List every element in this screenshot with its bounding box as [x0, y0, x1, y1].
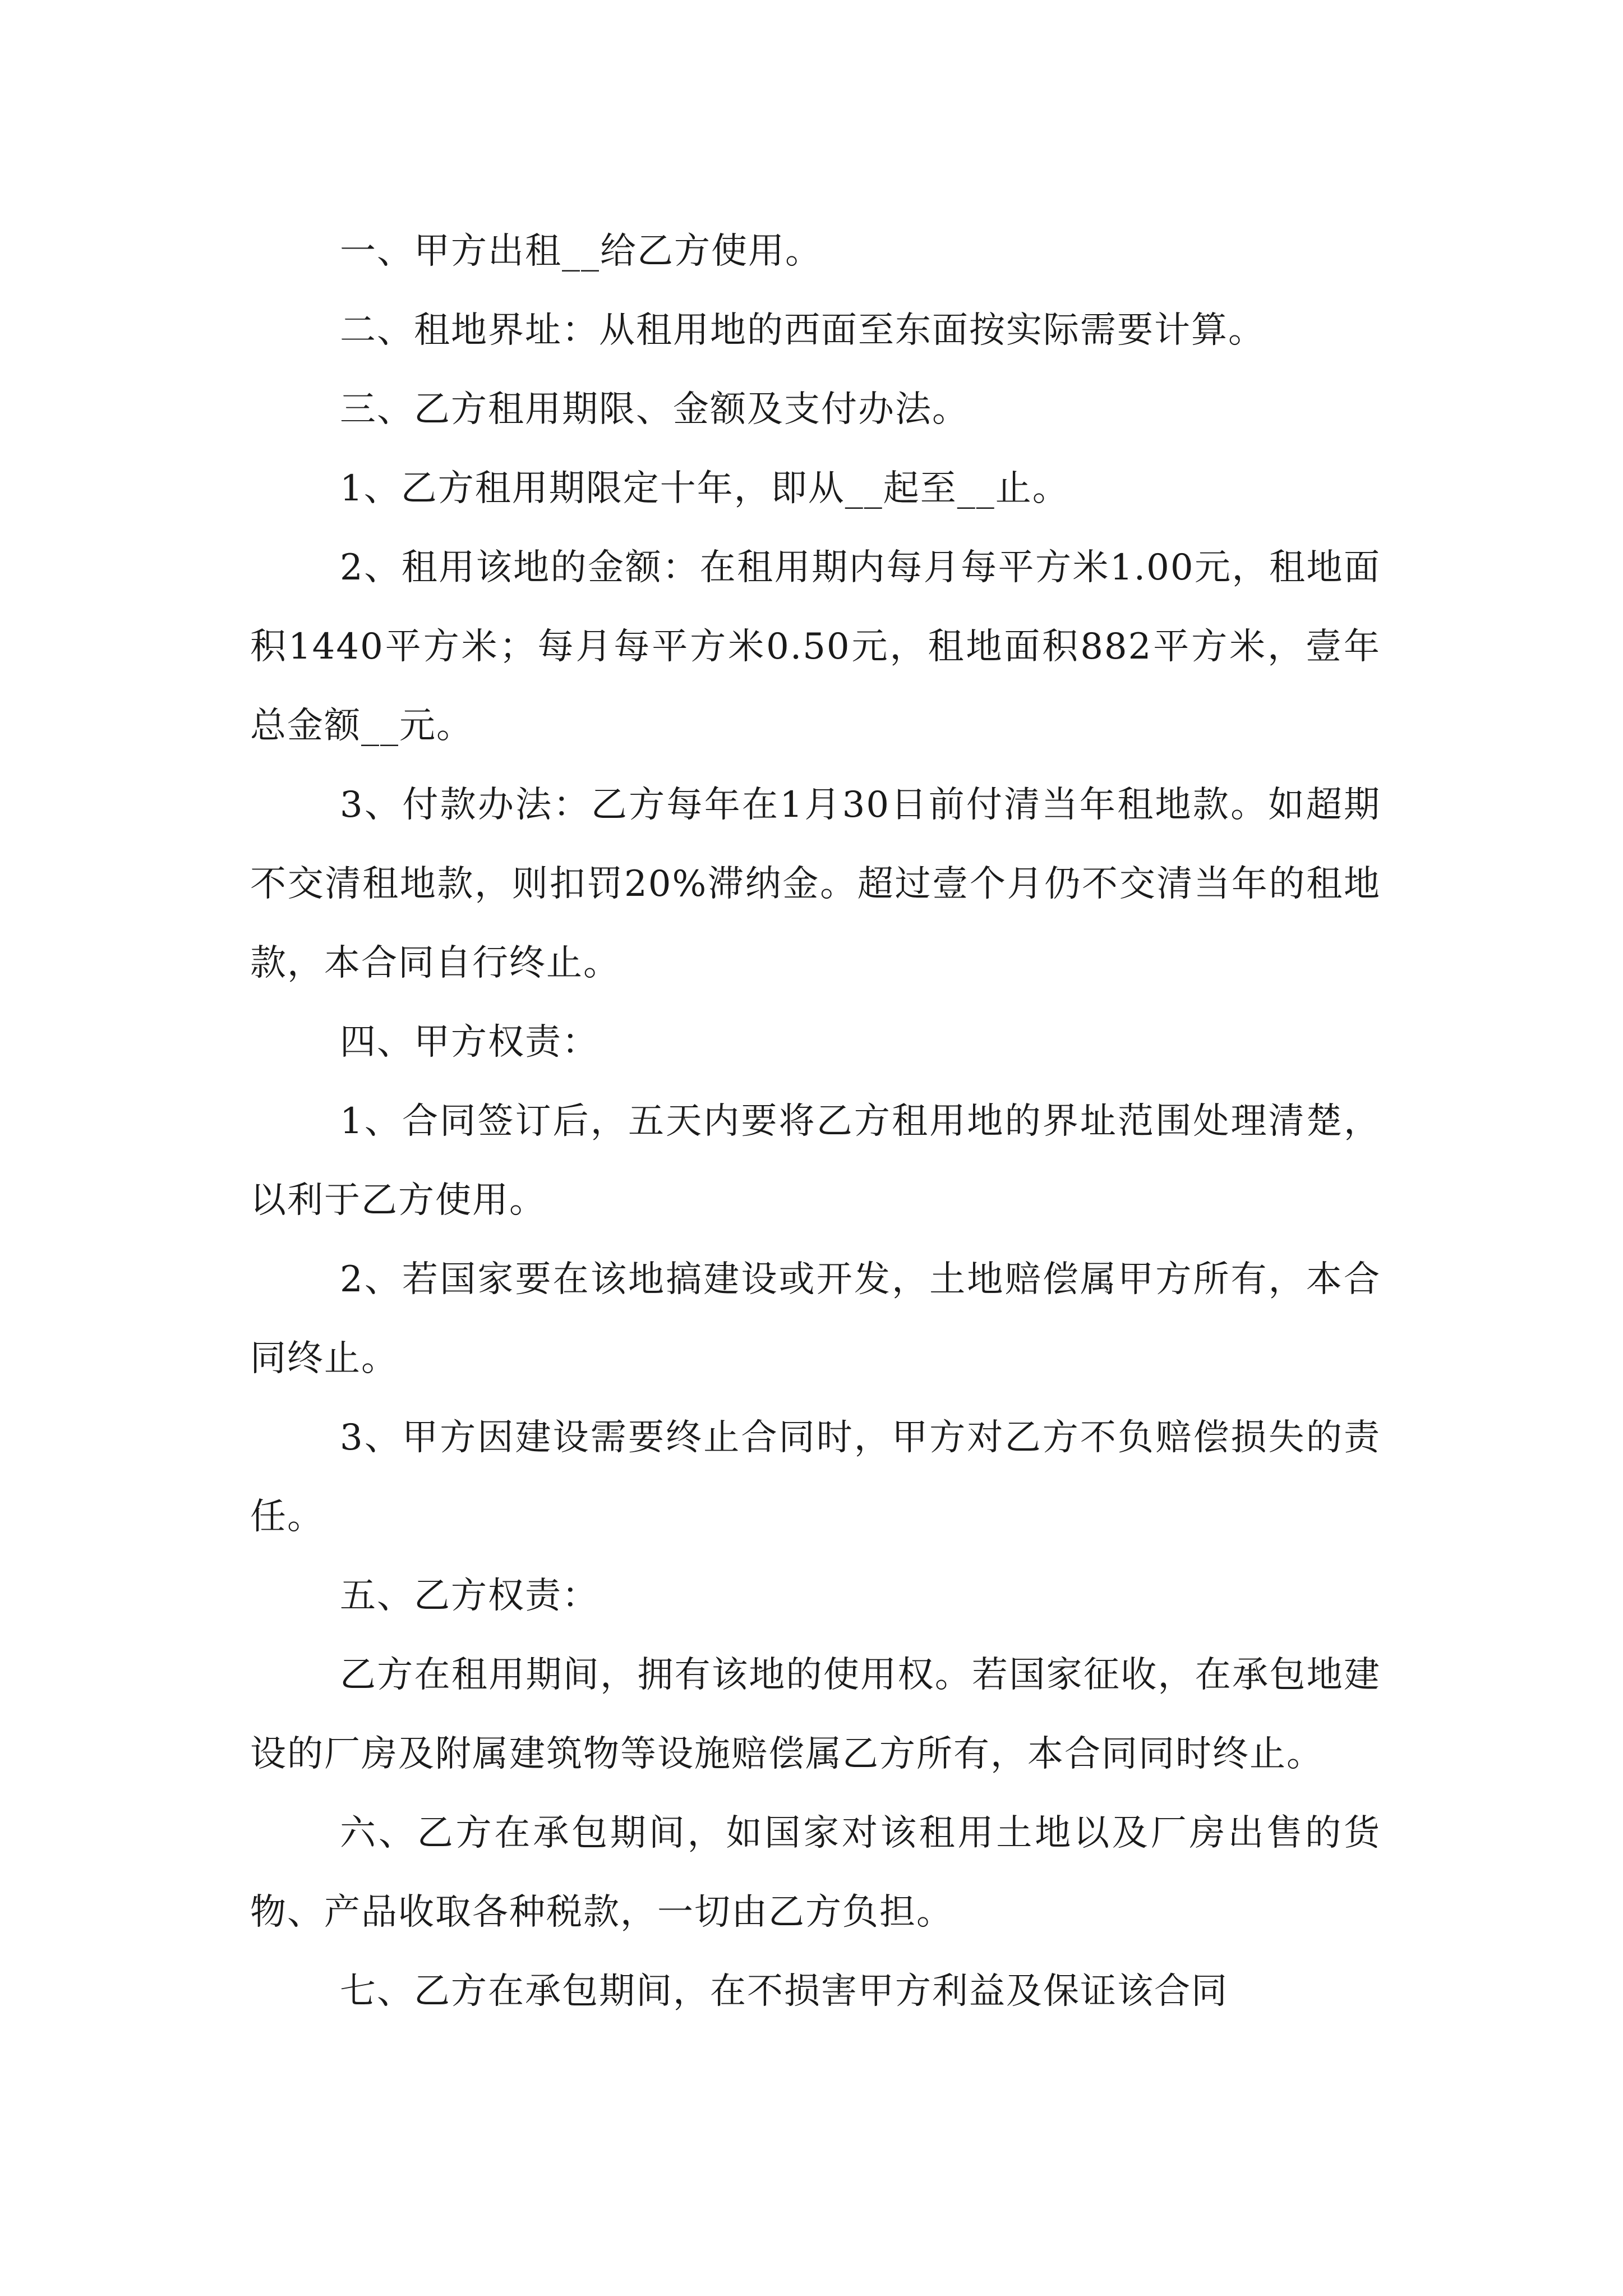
- clause-3-item-3-payment-method: 3、付款办法：乙方每年在1月30日前付清当年租地款。如超期不交清租地款，则扣罚20%滞纳金。超过壹个月仍不交清当年的租地款，本合同自行终止。: [250, 784, 1381, 984]
- clause-2-boundary: 二、租地界址：从租用地的西面至东面按实际需要计算。: [340, 310, 1265, 351]
- clause-3-item-2-amount: 2、租用该地的金额：在租用期内每月每平方米1.00元，租地面积1440平方米；每月每平方米0.50元，租地面积882平方米，壹年总金额__元。: [250, 547, 1381, 747]
- clause-1: 一、甲方出租__给乙方使用。: [340, 231, 822, 272]
- clause-5-body: 乙方在租用期间，拥有该地的使用权。若国家征收，在承包地建设的厂房及附属建筑物等设施赔偿属乙方所有，本合同同时终止。: [250, 1654, 1381, 1775]
- document-body: [250, 212, 1381, 2031]
- clause-5-party-b-rights: 五、乙方权责：: [340, 1575, 599, 1617]
- clause-7-partial: 七、乙方在承包期间，在不损害甲方利益及保证该合同: [340, 1971, 1228, 2012]
- clause-4-item-3: 3、甲方因建设需要终止合同时，甲方对乙方不负赔偿损失的责任。: [250, 1417, 1381, 1538]
- clause-6-taxes: 六、乙方在承包期间，如国家对该租用土地以及厂房出售的货物、产品收取各种税款，一切由乙方负担。: [250, 1812, 1381, 1933]
- clause-4-item-1: 1、合同签订后，五天内要将乙方租用地的界址范围处理清楚，以利于乙方使用。: [250, 1101, 1381, 1221]
- clause-3-term-amount-payment: 三、乙方租用期限、金额及支付办法。: [340, 389, 969, 430]
- clause-3-item-1-term: 1、乙方租用期限定十年，即从__起至__止。: [340, 468, 1069, 509]
- clause-4-party-a-rights: 四、甲方权责：: [340, 1022, 599, 1063]
- clause-4-item-2: 2、若国家要在该地搞建设或开发，土地赔偿属甲方所有，本合同终止。: [250, 1259, 1381, 1379]
